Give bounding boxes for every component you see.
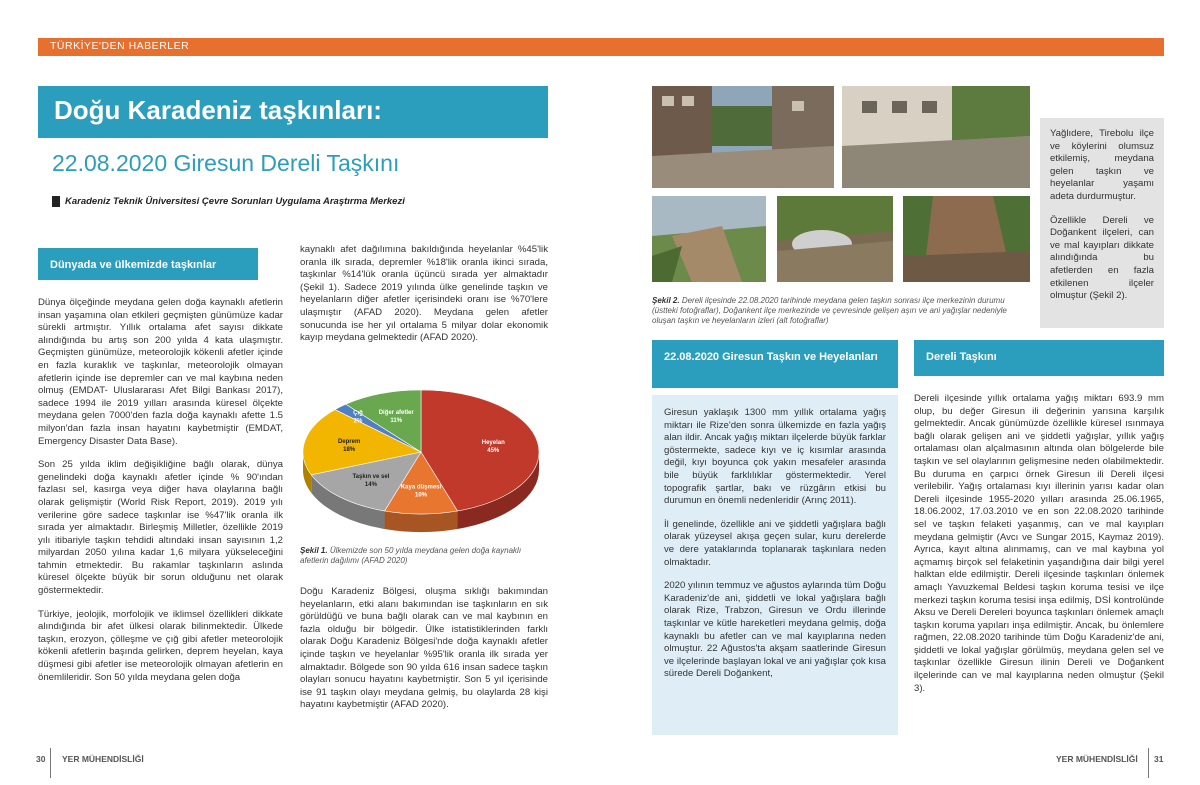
paragraph: Yağlıdere, Tirebolu ilçe ve köylerini olumsuz etkilemiş, meydana gelen taşkın ve heyelanlar yaşamı adeta durdurmuştur.	[1050, 128, 1154, 202]
pie-label: Çığ	[353, 410, 363, 417]
column-2-top	[300, 244, 548, 356]
section-heading-text: 22.08.2020 Giresun Taşkın ve Heyelanları	[664, 351, 878, 363]
caption-text: Dereli ilçesinde 22.08.2020 tarihinde meydana gelen taşkın sonrası ilçe merkezinin durumu (üstteki fotoğraflar), Doğankent ilçe merkezinde ve çevresinde gelişen aşırı ve ani yağışlar nedeniyle oluşan taşkın ve heyelanların izleri (alt fotoğraflar)	[652, 296, 1007, 325]
paragraph: Türkiye, jeolojik, morfolojik ve iklimsel özellikleri dikkate alındığında bir afet ülkesi olarak bilinmektedir. Ülkede taşkın, erozyon, çölleşme ve çığ gibi afetler meteorolojik kökenli afetlerin başında gelirken, deprem heyelan, kaya düşmesi gibi afetler ise meteorolojik olmayan afetlerin en önemlileridir. Son 50 yılda meydana gelen doğa	[38, 608, 283, 683]
section-heading-world-floods	[38, 248, 258, 280]
footer-brand-right: YER MÜHENDİSLİĞİ	[1056, 754, 1138, 764]
organization-line	[52, 196, 405, 207]
section-label: TÜRKİYE'DEN HABERLER	[50, 40, 190, 52]
figure-1-caption	[300, 546, 545, 566]
disaster-pie-chart	[296, 380, 546, 545]
pie-label: Taşkın ve sel	[352, 474, 390, 481]
pie-label: Heyelan	[481, 439, 505, 446]
paragraph: Doğu Karadeniz Bölgesi, oluşma sıklığı bakımından heyelanların, etki alanı bakımından ise taşkınların en sık görüldüğü ve buna bağlı olarak can ve mal kaybının en fazla olduğu bir bölgedir. Ülke istatistiklerinden farklı olarak Doğu Karadeniz Bölgesi'nde doğa kaynaklı afetler içinde taşkın ve heyelanlar %95'lik oranla ilk sırada yer almaktadır. Bölgede son 90 yılda 616 insan sadece taşkın olayları sonucu hayatını kaybetmiştir. Son 5 yıl içerisinde ise 91 taşkın olayı meydana gelmiş, bu olaylarda 28 kişi hayatını kaybetmiştir (AFAD 2020).	[300, 586, 548, 711]
side-note-box	[1040, 118, 1164, 328]
pie-value-label: 2%	[353, 418, 363, 425]
pie-value-label: 14%	[364, 482, 377, 489]
paragraph: Dereli ilçesinde yıllık ortalama yağış miktarı 693.9 mm olup, bu değer Giresun ili değerinin yarısına karşılık gelmektedir. Ancak günümüzde özellikle küresel ısınmaya bağlı olarak gelişen ani ve şiddetli yağışlar, yıllık yağış ortalaması olan alçalmasının altında olan bölgelerde bile taşkın ve sel olaylarının gelişmesine neden olabilmektedir. Bu duruma en çarpıcı örnek Giresun ili Dereli ilçesi verilebilir. Yağış ortalaması kıyı illerinin yarısı kadar olan Dereli ilçesinde 1955-2020 yılları arasında 25.06.1965, 18.06.2002, 17.03.2010 ve en son 22.08.2020 tarihinde sel ve taşkın felaketi yaşanmış, can ve mal kayıpları meydana gelmiştir (Avcı ve Sungar 2015, Kaymaz 2019). Ayrıca, kayıt altına alınmamış, can ve mal kaybına yol açmamış birçok sel felaketinin yaşandığına dair bilgi yerel halktan elde edilmiştir. Dereli ilçesinde taşkınları önlemek amaçlı Yavuzkemal Beldesi taşkın koruma tesisi ve ilçe merkezi taşkın koruma tesisi inşa edilmiş, DSİ kontrolünde Aksu ve Dereli Dereleri boyunca taşkınları önlemek amaçlı taşkın koruma yapıları inşa edilmiştir. Ancak, bu önlemlere rağmen, 22.08.2020 tarihinde tüm Doğu Karadeniz'de ani, şiddetli ve lokal yağışlar görülmüş, meydana gelen sel ve taşkınlar özellikle Giresun ilinin Dereli ve Doğankent ilçelerinde can ve mal kayıplarına neden olmuştur (Şekil 3).	[914, 393, 1164, 694]
paragraph: Giresun yaklaşık 1300 mm yıllık ortalama yağış miktarı ile Rize'den sonra ülkemizde en fazla yağış alan ildir. Ancak yağış miktarı ilçelerde büyük farklar göstermekte, sadece kıyı ve iç kısımlar arasında değil, kıyı boyunca çok yakın mesafeler arasında bile büyük farklılıklar göstermektedir. Yerel topografik şartlar, bakı ve rüzgârın etkisi bu durumun en önemli nedenleridir (Arınç 2011).	[664, 407, 886, 507]
section-header-bar	[38, 38, 1164, 56]
pie-label: Deprem	[337, 438, 361, 445]
caption-label: Şekil 2.	[652, 296, 680, 305]
section-heading-text: Dereli Taşkını	[926, 351, 997, 363]
caption-label: Şekil 1.	[300, 546, 328, 555]
photo-slope-failure	[903, 196, 1030, 282]
photo-buried-car	[777, 196, 893, 282]
paragraph: İl genelinde, özellikle ani ve şiddetli yağışlara bağlı olarak yüzeysel akışa geçen sular, kuru derelerde ve dere yataklarında toplanarak taşkınlara neden olmaktadır.	[664, 518, 886, 568]
pie-label: Diğer afetler	[378, 409, 414, 416]
paragraph: kaynaklı afet dağılımına bakıldığında heyelanlar %45'lik oranla ilk sırada, depremler %18'lik oranla ikinci sırada, taşkınlar %14'lük oranla üçüncü sırada yer almaktadır (Şekil 1). Sadece 2019 yılında ülke genelinde taşkın ve heyelanların diğer afetler içerisindeki oranı ise %70'lere ulaşmıştır (AFAD 2020). Meydana gelen afetler sonucunda ise her yıl ortalama 5 milyar dolar ekonomik kayıp meydana gelmektedir (AFAD 2020).	[300, 244, 548, 344]
footer-page-number-left: 30	[36, 754, 46, 764]
article-title-box	[38, 86, 548, 138]
paragraph: Son 25 yılda iklim değişikliğine bağlı olarak, dünya genelindeki doğa kaynaklı afetler içinde % 90'ından fazlası sel, kasırga veya diğer hava olaylarına bağlı olarak gelişmiştir (World Risk Report, 2019). 2019 yılı verilerine göre sadece taşkınlar ise %47'lik oranla ilk sırada yer almaktadır. Birleşmiş Milletler, özellikle 2019 yılı itibariyle taşkın tehdidi altındaki insan sayısının 1,2 milyardan 2050 yılına kadar 1,6 milyara yükseleceğini tahmin etmektedir. Bu rakamlar taşkınların aslında küresel ölçekte büyük bir sorun olduğunu net olarak göstermektedir.	[38, 459, 283, 597]
footer-divider	[50, 748, 51, 778]
pie-value-label: 18%	[343, 446, 356, 453]
column-2-bottom	[300, 586, 548, 723]
footer-brand-left: YER MÜHENDİSLİĞİ	[62, 754, 144, 764]
pie-value-label: 10%	[414, 492, 428, 499]
pie-label: Kaya düşmesi	[400, 484, 442, 491]
organization-name: Karadeniz Teknik Üniversitesi Çevre Sorunları Uygulama Araştırma Merkezi	[65, 196, 405, 207]
paragraph: Dünya ölçeğinde meydana gelen doğa kaynaklı afetlerin insan yaşamına olan etkileri geçmişten günümüze kadar sürekli artmıştır. Yıllık ortalama afet sayısı dikkate alındığında bu artış son 200 yılda 4 kata ulaşmıştır. Geçmişten günümüze, meteorolojik kökenli afetler içinde en fazla kuraklık ve taşkınlar, meteorolojik olmayan afetlerin içinde ise depremler can ve mal kaybına neden olmuş (EMDAT- Uluslararası Afet Bilgi Bankası 2017), sadece 1994 ile 2019 yılları arasında küresel ölçekte meydana gelen 7000'den fazla doğa kaynaklı afette 1.5 milyon'dan fazla insan hayatını kaybetmiştir (EMDAT, Emergency Disaster Data Base).	[38, 297, 283, 447]
paragraph: Özellikle Dereli ve Doğankent ilçeleri, can ve mal kayıpları dikkate alındığında bu afetlerden en fazla etkilenen ilçeler olmuştur (Şekil 2).	[1050, 214, 1154, 302]
pie-value-label: 11%	[390, 417, 403, 424]
column-4	[914, 393, 1164, 706]
section-heading-text: Dünyada ve ülkemizde taşkınlar	[50, 259, 217, 271]
column-3-box	[652, 395, 898, 735]
photo-damaged-building	[842, 86, 1030, 188]
pie-chart-svg	[296, 380, 546, 545]
footer-divider	[1148, 748, 1149, 778]
column-1	[38, 297, 283, 695]
figure-2-caption	[652, 296, 1030, 326]
article-title: Doğu Karadeniz taşkınları:	[54, 95, 382, 125]
pie-value-label: 45%	[487, 447, 500, 454]
section-heading-giresun-floods	[652, 340, 898, 388]
photo-landslide-valley	[652, 196, 766, 282]
section-heading-dereli-flood	[914, 340, 1164, 376]
footer-page-number-right: 31	[1154, 754, 1164, 764]
bullet-square-icon	[52, 196, 60, 207]
article-subtitle: 22.08.2020 Giresun Dereli Taşkını	[52, 150, 400, 176]
paragraph: 2020 yılının temmuz ve ağustos aylarında tüm Doğu Karadeniz'de ani, şiddetli ve lokal yağışlara bağlı olarak Rize, Trabzon, Giresun ve Ordu illerinde taşkınlar ve kütle hareketleri meydana gelmiş, doğa kaynaklı bu afetler can ve mal kayıplarına neden olmuştur. 22 Ağustos'ta akşam saatlerinde Giresun ve ilçelerinde başlayan lokal ve ani yağışlar çok kısa sürede Dereli Doğankent,	[664, 580, 886, 680]
caption-text: Ülkemizde son 50 yılda meydana gelen doğa kaynaklı afetlerin dağılımı (AFAD 2020)	[300, 546, 522, 565]
photo-dereli-street-debris	[652, 86, 834, 188]
